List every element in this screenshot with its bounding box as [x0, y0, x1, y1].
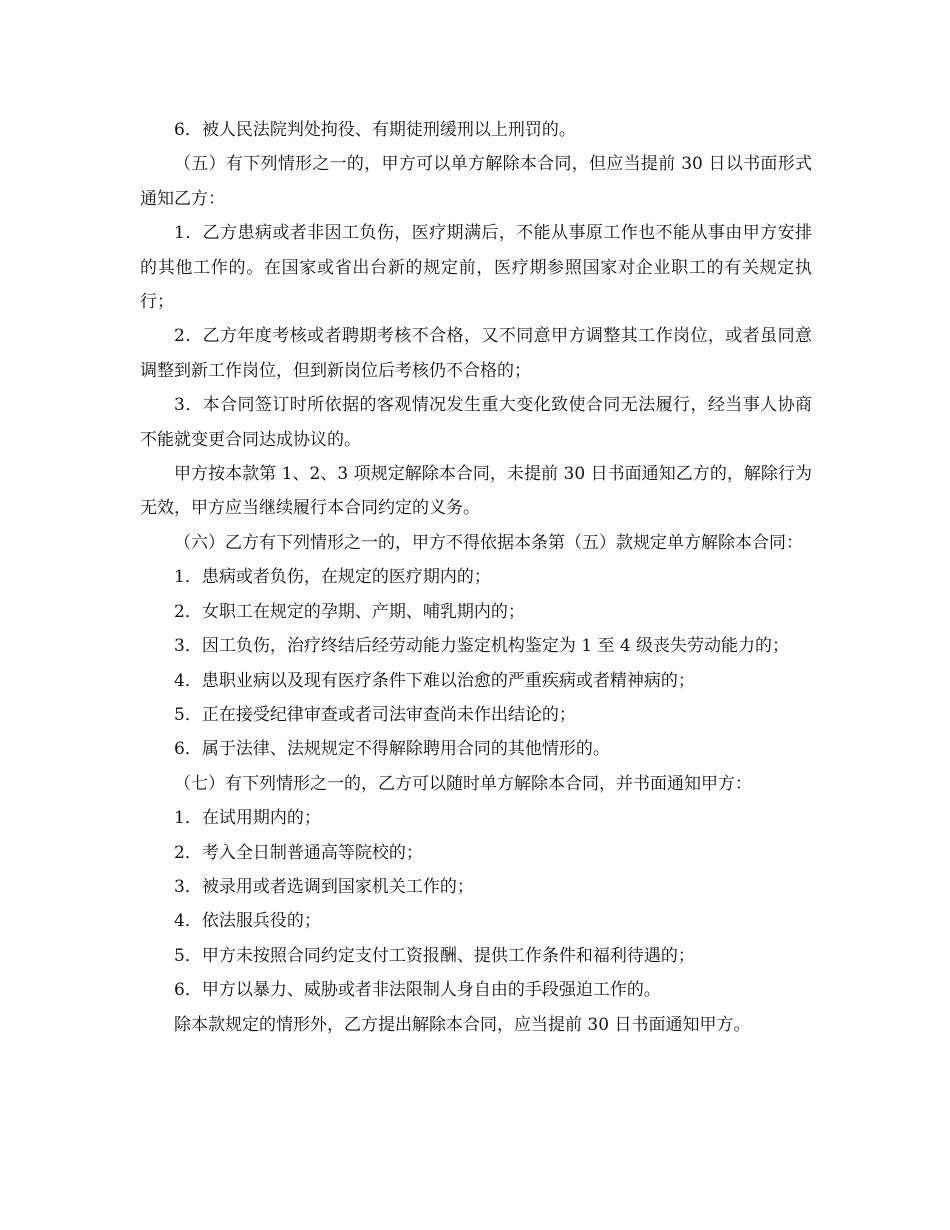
clause-6-item-5: 5．正在接受纪律审查或者司法审查尚未作出结论的；: [174, 704, 576, 725]
clause-7-item-2: 2．考入全日制普通高等院校的；: [174, 842, 423, 863]
clause-7-note: 除本款规定的情形外，乙方提出解除本合同，应当提前 30 日书面通知甲方。: [174, 1014, 751, 1035]
clause-5-item-3: 3．本合同签订时所依据的客观情况发生重大变化致使合同无法履行，经当事人协商不能就变更合同达成协议的。: [140, 395, 812, 450]
clause-5-note: 甲方按本款第 1、2、3 项规定解除本合同，未提前 30 日书面通知乙方的，解除行为无效，甲方应当继续履行本合同约定的义务。: [140, 464, 812, 519]
clause-6-item-3: 3．因工负伤，治疗终结后经劳动能力鉴定机构鉴定为 1 至 4 级丧失劳动能力的；: [174, 636, 790, 657]
clause-6-item-2: 2．女职工在规定的孕期、产期、哺乳期内的；: [174, 601, 525, 622]
clause-6-heading: （六）乙方有下列情形之一的，甲方不得依据本条第（五）款规定单方解除本合同：: [174, 532, 803, 553]
clause-5-item-1: 1．乙方患病或者非因工负伤，医疗期满后，不能从事原工作也不能从事由甲方安排的其他工作的。在国家或省出台新的规定前，医疗期参照国家对企业职工的有关规定执行；: [140, 223, 812, 313]
clause-7-item-4: 4．依法服兵役的；: [174, 911, 321, 932]
document-page: [140, 113, 812, 1042]
clause-7-item-3: 3．被录用或者选调到国家机关工作的；: [174, 876, 474, 897]
clause-6-item-4: 4．患职业病以及现有医疗条件下难以治愈的严重疾病或者精神病的；: [174, 670, 695, 691]
clause-6-item-6: 6．属于法律、法规规定不得解除聘用合同的其他情形的。: [174, 739, 610, 760]
clause-7-heading: （七）有下列情形之一的，乙方可以随时单方解除本合同，并书面通知甲方：: [174, 773, 752, 794]
clause-6-item-1: 1．患病或者负伤，在规定的医疗期内的；: [174, 567, 491, 588]
clause-5-item-2: 2．乙方年度考核或者聘期考核不合格，又不同意甲方调整其工作岗位，或者虽同意调整到新工作岗位，但到新岗位后考核仍不合格的；: [140, 326, 812, 381]
clause-7-item-6: 6．甲方以暴力、威胁或者非法限制人身自由的手段强迫工作的。: [174, 980, 661, 1001]
clause-7-item-1: 1．在试用期内的；: [174, 808, 321, 829]
clause-5-heading: （五）有下列情形之一的，甲方可以单方解除本合同，但应当提前 30 日以书面形式通知乙方：: [140, 154, 812, 209]
clause-7-item-5: 5．甲方未按照合同约定支付工资报酬、提供工作条件和福利待遇的；: [174, 945, 695, 966]
paragraph-1: 6．被人民法院判处拘役、有期徒刑缓刑以上刑罚的。: [174, 120, 576, 140]
